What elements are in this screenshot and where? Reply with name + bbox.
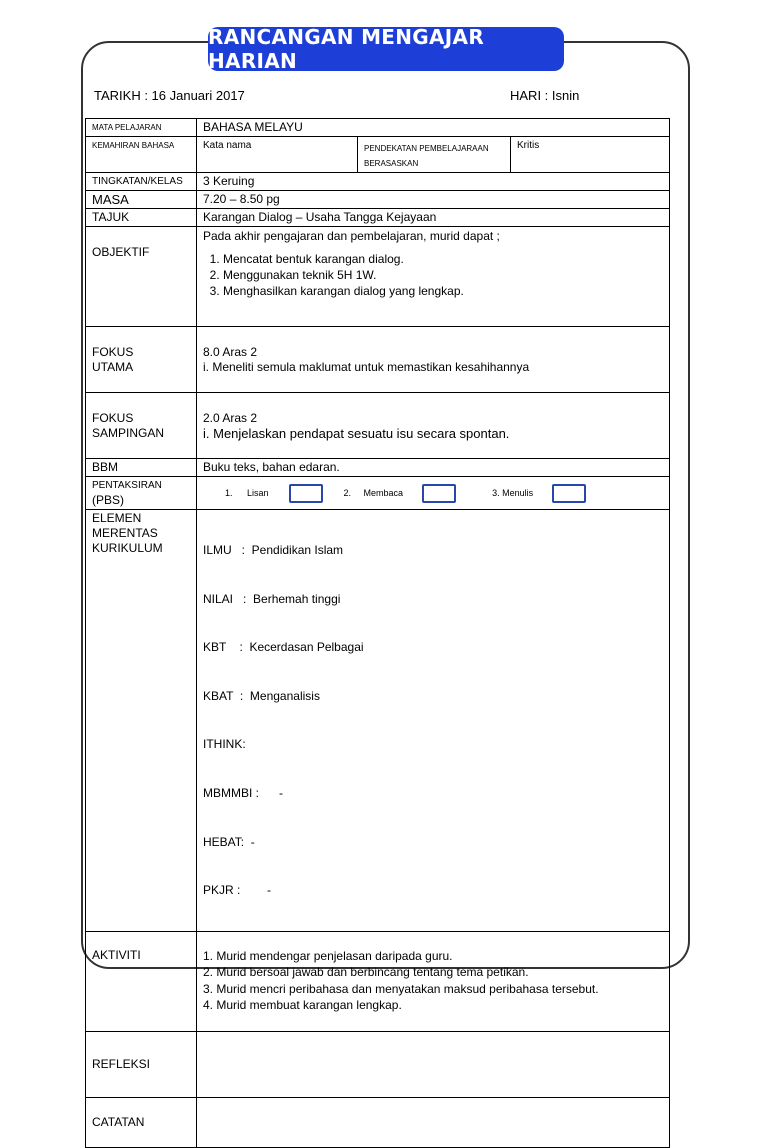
row-mata-pelajaran [86, 119, 670, 137]
tarikh-label: TARIKH : 16 Januari 2017 [94, 88, 245, 103]
fokus-sampingan-label-line: FOKUS [92, 410, 134, 425]
pbs-options [197, 477, 670, 510]
elemen-label-line: KURIKULUM [92, 541, 163, 555]
fokus-sampingan-content [197, 393, 670, 459]
aktiviti-line: 4. Murid membuat karangan lengkap. [203, 998, 402, 1013]
row-elemen [86, 510, 670, 932]
fokus-utama-label-line: UTAMA [92, 359, 134, 374]
pbs-item-label: Membaca [363, 487, 404, 498]
lisan-checkbox[interactable] [289, 484, 323, 503]
pentaksiran-label-line: (PBS) [92, 493, 125, 507]
pbs-item-label: 3. Menulis [492, 487, 534, 498]
elemen-line: ILMU : Pendidikan Islam [203, 543, 344, 557]
row-masa [86, 191, 670, 209]
elemen-label-line: MERENTAS [92, 526, 158, 540]
bbm-label: BBM [86, 459, 197, 477]
aktiviti-content [197, 931, 670, 1031]
fokus-utama-text: i. Meneliti semula maklumat untuk memastikan kesahihannya [203, 359, 530, 374]
row-refleksi [86, 1031, 670, 1097]
tajuk-label: TAJUK [86, 209, 197, 227]
objektif-item: 3. Menghasilkan karangan dialog yang lengkap. [223, 284, 663, 299]
elemen-line: MBMMBI : - [203, 785, 283, 800]
aktiviti-label: AKTIVITI [86, 931, 197, 1031]
row-fokus-utama [86, 327, 670, 393]
tingkatan-value: 3 Keruing [197, 173, 670, 191]
aktiviti-line: 2. Murid bersoal jawab dan berbincang tentang tema petikan. [203, 965, 529, 980]
objektif-item: 1. Mencatat bentuk karangan dialog. [223, 252, 663, 267]
elemen-line: KBT : Kecerdasan Pelbagai [203, 640, 364, 655]
refleksi-field[interactable] [197, 1031, 670, 1097]
elemen-content [197, 510, 670, 932]
lesson-plan-table [85, 118, 670, 1148]
masa-label: MASA [86, 191, 197, 209]
pendekatan-value: Kritis [511, 137, 670, 173]
masa-value: 7.20 – 8.50 pg [197, 191, 670, 209]
elemen-line: ITHINK: [203, 737, 246, 752]
pentaksiran-label [86, 477, 197, 510]
elemen-line: NILAI : Berhemah tinggi [203, 591, 341, 606]
catatan-label: CATATAN [86, 1097, 197, 1147]
row-objektif [86, 227, 670, 327]
tajuk-value: Karangan Dialog – Usaha Tangga Kejayaan [197, 209, 670, 227]
objektif-list [203, 252, 663, 299]
hari-label: HARI : Isnin [510, 88, 580, 103]
mata-pelajaran-value: BAHASA MELAYU [197, 119, 670, 137]
objektif-content [197, 227, 670, 327]
row-catatan [86, 1097, 670, 1147]
objektif-item: 2. Menggunakan teknik 5H 1W. [223, 268, 663, 283]
catatan-field[interactable] [197, 1097, 670, 1147]
fokus-utama-label [86, 327, 197, 393]
elemen-line: KBAT : Menganalisis [203, 688, 320, 703]
row-tingkatan [86, 173, 670, 191]
fokus-utama-content [197, 327, 670, 393]
pendekatan-label: PENDEKATAN PEMBELAJARAAN BERASASKAN [358, 137, 511, 173]
fokus-utama-title: 8.0 Aras 2 [203, 344, 258, 359]
pbs-item-label: Lisan [247, 487, 269, 498]
row-fokus-sampingan [86, 393, 670, 459]
pentaksiran-label-line: PENTAKSIRAN [92, 480, 162, 491]
elemen-line: HEBAT: - [203, 834, 255, 849]
fokus-sampingan-title: 2.0 Aras 2 [203, 410, 258, 425]
row-bbm [86, 459, 670, 477]
tingkatan-label: TINGKATAN/KELAS [86, 173, 197, 191]
pbs-num: 1. [225, 487, 233, 498]
aktiviti-line: 1. Murid mendengar penjelasan daripada guru. [203, 948, 453, 963]
pbs-num: 2. [343, 487, 352, 498]
menulis-checkbox[interactable] [552, 484, 586, 503]
row-tajuk [86, 209, 670, 227]
row-kemahiran [86, 137, 670, 173]
elemen-label-line: ELEMEN [92, 511, 142, 525]
row-pentaksiran [86, 477, 670, 510]
page-title-banner: RANCANGAN MENGAJAR HARIAN [208, 27, 564, 71]
bbm-value: Buku teks, bahan edaran. [197, 459, 670, 477]
refleksi-label: REFLEKSI [86, 1031, 197, 1097]
fokus-sampingan-text: i. Menjelaskan pendapat sesuatu isu secara spontan. [203, 425, 510, 441]
fokus-sampingan-label [86, 393, 197, 459]
row-aktiviti [86, 931, 670, 1031]
fokus-utama-label-line: FOKUS [92, 344, 134, 359]
kemahiran-value: Kata nama [197, 137, 358, 173]
aktiviti-line: 3. Murid mencri peribahasa dan menyatakan maksud peribahasa tersebut. [203, 981, 599, 996]
membaca-checkbox[interactable] [422, 484, 456, 503]
elemen-line: PKJR : - [203, 883, 272, 898]
mata-pelajaran-label: MATA PELAJARAN [86, 119, 197, 137]
objektif-intro: Pada akhir pengajaran dan pembelajaran, murid dapat ; [203, 229, 500, 243]
elemen-label [86, 510, 197, 932]
objektif-label: OBJEKTIF [86, 227, 197, 327]
fokus-sampingan-label-line: SAMPINGAN [92, 425, 165, 440]
kemahiran-label: KEMAHIRAN BAHASA [86, 137, 197, 173]
